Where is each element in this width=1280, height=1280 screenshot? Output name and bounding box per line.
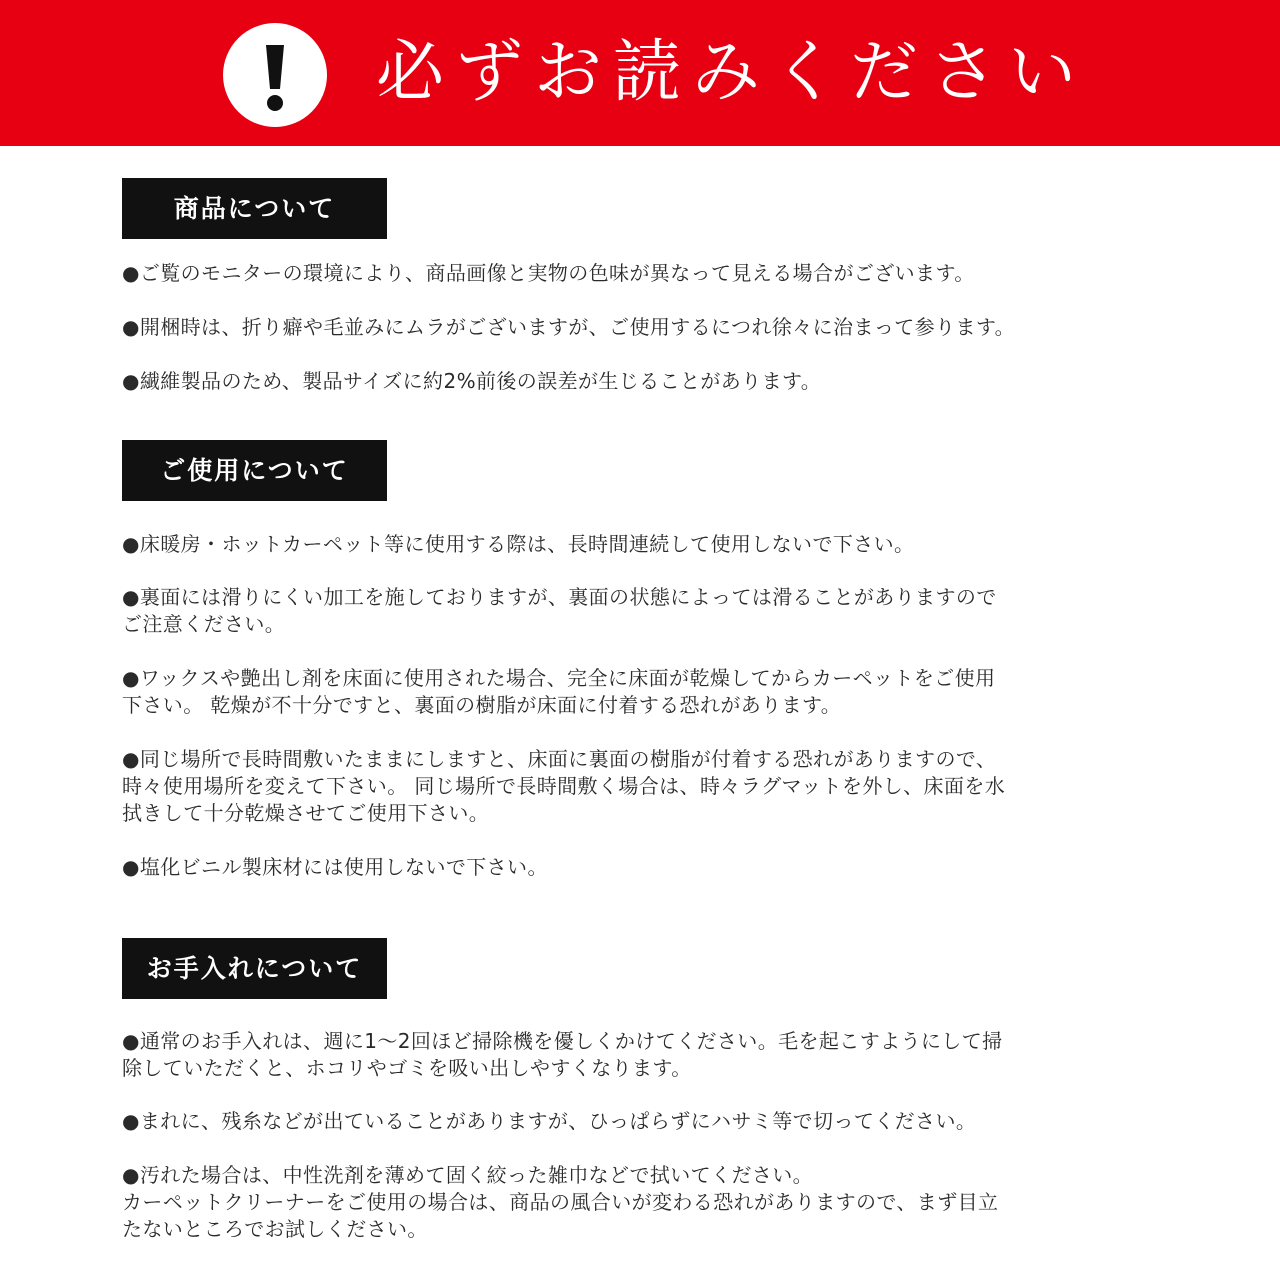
- notice-item: ●塩化ビニル製床材には使用しないで下さい。: [122, 855, 548, 879]
- notice-item: ●開梱時は、折り癖や毛並みにムラがございますが、ご使用するにつれ徐々に治まって参ります。: [122, 315, 1016, 339]
- notice-item: ●まれに、残糸などが出ていることがありますが、ひっぱらずにハサミ等で切ってください。: [122, 1109, 977, 1133]
- banner-title: 必ずお読みください: [376, 33, 1088, 112]
- section-heading-care: お手入れについて: [122, 938, 387, 999]
- notice-item: ●汚れた場合は、中性洗剤を薄めて固く絞った雑巾などで拭いてください。 カーペットクリーナーをご使用の場合は、商品の風合いが変わる恐れがありますので、まず目立 たないところでお試しください。: [122, 1163, 999, 1241]
- exclamation-icon: [223, 23, 327, 127]
- section-heading-product: 商品について: [122, 178, 387, 239]
- notice-item: ●繊維製品のため、製品サイズに約2%前後の誤差が生じることがあります。: [122, 369, 822, 393]
- warning-banner: [0, 0, 1280, 146]
- notice-item: ●ワックスや艶出し剤を床面に使用された場合、完全に床面が乾燥してからカーペットをご使用 下さい。 乾燥が不十分ですと、裏面の樹脂が床面に付着する恐れがあります。: [122, 666, 996, 717]
- notice-item: ●通常のお手入れは、週に1〜2回ほど掃除機を優しくかけてください。毛を起こすようにして掃 除していただくと、ホコリやゴミを吸い出しやすくなります。: [122, 1029, 1003, 1080]
- notice-item: ●ご覧のモニターの環境により、商品画像と実物の色味が異なって見える場合がございます。: [122, 261, 975, 285]
- notice-item: ●床暖房・ホットカーペット等に使用する際は、長時間連続して使用しないで下さい。: [122, 532, 915, 556]
- section-heading-usage: ご使用について: [122, 440, 387, 501]
- notice-item: ●同じ場所で長時間敷いたままにしますと、床面に裏面の樹脂が付着する恐れがありますので、 時々使用場所を変えて下さい。 同じ場所で長時間敷く場合は、時々ラグマットを外し、床面を水 拭きして十分乾燥させてご使用下さい。: [122, 747, 1006, 825]
- notice-item: ●裏面には滑りにくい加工を施しておりますが、裏面の状態によっては滑ることがありますので ご注意ください。: [122, 585, 997, 636]
